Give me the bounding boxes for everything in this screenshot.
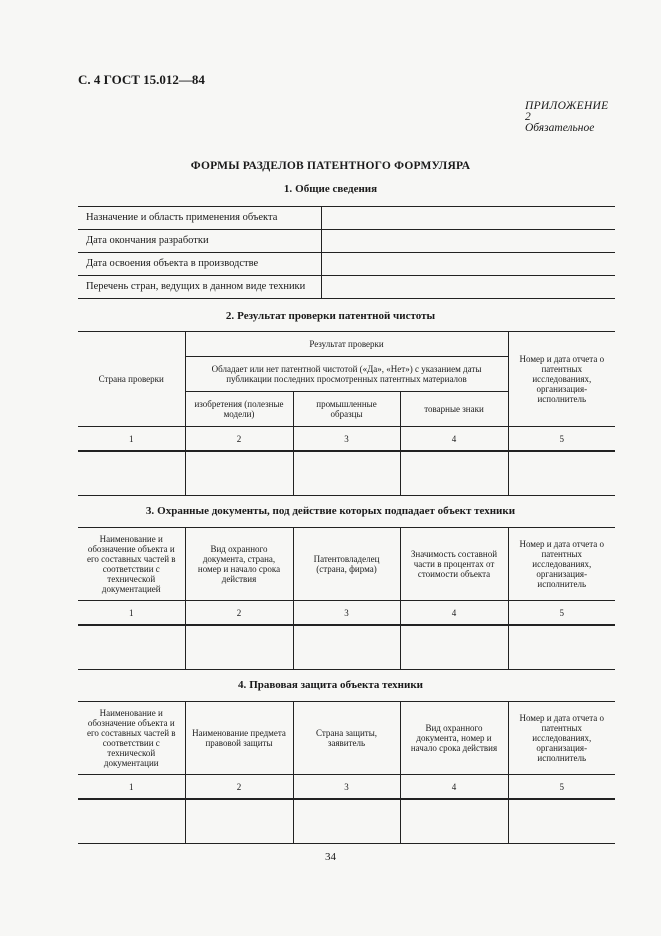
appendix-number: ПРИЛОЖЕНИЕ 2 xyxy=(525,100,609,123)
appendix-status: Обязательное xyxy=(525,122,595,134)
col-number: 2 xyxy=(185,427,293,452)
protection-docs-table xyxy=(78,527,615,670)
table-row xyxy=(78,207,615,230)
header-significance: Значимость составной части в процентах от стоимости объекта xyxy=(400,528,508,601)
header-inventions: изобретения (полезные модели) xyxy=(185,392,293,427)
patent-purity-table xyxy=(78,331,615,496)
header-country: Страна проверки xyxy=(78,332,185,427)
table-row xyxy=(78,276,615,299)
section1-heading xyxy=(0,183,661,195)
row-label: Дата освоения объекта в производстве xyxy=(78,253,322,276)
table-row xyxy=(78,230,615,253)
header-result-sub: Обладает или нет патентной чистотой («Да», «Нет») с указанием даты публикации последних просмотренных патентных материалов xyxy=(185,357,508,392)
header-doc-type: Вид охранного документа, страна, номер и начало срока действия xyxy=(185,528,293,601)
header-owner: Патентовладелец (страна, фирма) xyxy=(293,528,400,601)
header-report: Номер и дата отчета о патентных исследованиях, организация-исполнитель xyxy=(508,702,615,775)
col-number: 4 xyxy=(400,775,508,800)
running-header: С. 4 ГОСТ 15.012—84 xyxy=(78,72,205,87)
legal-protection-table xyxy=(78,701,615,844)
section2-number: 2. xyxy=(225,310,235,322)
row-label: Перечень стран, ведущих в данном виде техники xyxy=(78,276,322,299)
col-number: 2 xyxy=(185,601,293,626)
appendix-label xyxy=(525,101,615,134)
col-number: 1 xyxy=(78,601,185,626)
section4-heading xyxy=(0,679,661,691)
section4-title: Правовая защита объекта техники xyxy=(249,679,424,691)
header-report: Номер и дата отчета о патентных исследованиях, организация-исполнитель xyxy=(508,528,615,601)
header-designs: промышленные образцы xyxy=(293,392,400,427)
header-object: Наименование и обозначение объекта и его составных частей в соответствии с технической документацией xyxy=(78,528,185,601)
section2-heading xyxy=(0,310,661,322)
col-number: 5 xyxy=(508,601,615,626)
page-number: 34 xyxy=(325,851,336,863)
col-number: 4 xyxy=(400,601,508,626)
value-cell xyxy=(322,276,616,299)
col-number: 3 xyxy=(293,601,400,626)
header-result: Результат проверки xyxy=(185,332,508,357)
header-doc-type: Вид охранного документа, номер и начало срока действия xyxy=(400,702,508,775)
section3-heading xyxy=(0,505,661,517)
document-title: ФОРМЫ РАЗДЕЛОВ ПАТЕНТНОГО ФОРМУЛЯРА xyxy=(190,160,471,172)
table-row xyxy=(78,253,615,276)
section2-title: Результат проверки патентной чистоты xyxy=(237,310,436,322)
section3-title: Охранные документы, под действие которых подпадает объект техники xyxy=(157,505,516,517)
col-number: 5 xyxy=(508,427,615,452)
value-cell xyxy=(322,253,616,276)
col-number: 2 xyxy=(185,775,293,800)
section1-number: 1. xyxy=(283,183,293,195)
header-subject: Наименование предмета правовой защиты xyxy=(185,702,293,775)
row-label: Назначение и область применения объекта xyxy=(78,207,322,230)
header-report: Номер и дата отчета о патентных исследованиях, организация-исполнитель xyxy=(508,332,615,427)
col-number: 1 xyxy=(78,427,185,452)
header-object: Наименование и обозначение объекта и его составных частей в соответствии с технической документации xyxy=(78,702,185,775)
table-row xyxy=(78,625,615,670)
general-info-table xyxy=(78,206,615,299)
header-trademarks: товарные знаки xyxy=(400,392,508,427)
table-row xyxy=(78,451,615,496)
section4-number: 4. xyxy=(237,679,247,691)
section3-number: 3. xyxy=(145,505,155,517)
col-number: 3 xyxy=(293,775,400,800)
col-number: 3 xyxy=(293,427,400,452)
row-label: Дата окончания разработки xyxy=(78,230,322,253)
value-cell xyxy=(322,207,616,230)
col-number: 5 xyxy=(508,775,615,800)
table-row xyxy=(78,799,615,844)
section1-title: Общие сведения xyxy=(295,183,378,195)
col-number: 4 xyxy=(400,427,508,452)
value-cell xyxy=(322,230,616,253)
header-country: Страна защиты, заявитель xyxy=(293,702,400,775)
col-number: 1 xyxy=(78,775,185,800)
